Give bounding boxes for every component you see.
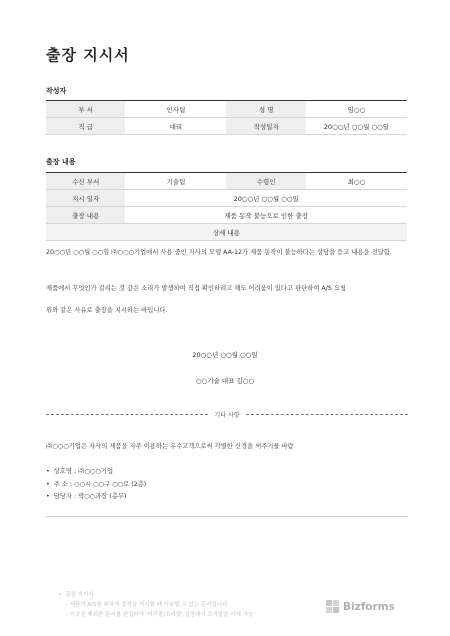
footer-line-1: - 제품의 A/S를 위하여 출장을 지시할 때 사용할 수 있는 문서입니다.	[66, 602, 230, 608]
trip-content-value: 제품 동작 불능으로 인한 출장	[125, 207, 407, 224]
list-item: • 담당자 : 박○○과장 (총무)	[46, 491, 146, 504]
table-row	[46, 118, 407, 135]
written-date-label: 작성일자	[226, 118, 305, 135]
etc-note: ㈜○○○기업은 자사의 제품을 자주 이용하는 우수고객으로써 각별한 신경을 써주기를 바람	[46, 443, 294, 450]
writer-table	[46, 100, 407, 135]
dept-label: 부 서	[46, 101, 125, 118]
bizforms-logo	[326, 600, 395, 613]
table-row	[46, 190, 407, 207]
dashed-line	[46, 414, 208, 415]
name-label: 성 명	[226, 101, 305, 118]
dept-value: 인사팀	[125, 101, 226, 118]
body-paragraph-2: 제품에서 무엇인가 걸리는 것 같은 소리가 발생하여 직접 확인하려고 해도 어려움이 있다고 판단하여 A/S 요청	[46, 285, 347, 292]
body-paragraph-1: 20○○년 ○○월 ○○일 ㈜○○○기업에서 사용 중인 자사의 모델 AA-12가 제품 동작이 불능하다는 상담을 듣고 내용을 전달함.	[46, 249, 392, 256]
recv-dept-label: 수신 부서	[46, 173, 125, 190]
list-item: • 상호명 : ㈜○○○기업	[46, 466, 146, 479]
etc-list	[46, 466, 146, 504]
receiver-label: 수령인	[226, 173, 305, 190]
receiver-value: 최○○	[306, 173, 407, 190]
list-item: • 주 소 : ○○시 ○○구 ○○로 (2층)	[46, 479, 146, 492]
dashed-line	[246, 414, 408, 415]
footer	[58, 590, 253, 620]
footer-title: • 출장 지시서	[58, 590, 253, 600]
rank-value: 대리	[125, 118, 226, 135]
name-value: 임○○	[306, 101, 407, 118]
table-row	[46, 173, 407, 190]
trip-table	[46, 172, 407, 241]
order-date-value: 20○○년 ○○월 ○○일	[125, 190, 407, 207]
footer-line-2: - 이곳을 제외한 문서를 편집하여 '머리말/꼬리말' 설정에서 꼬리말을 삭제 가능	[66, 612, 254, 618]
sign-date: 20○○년 ○○월 ○○일	[192, 351, 258, 359]
body-paragraph-3: 위와 같은 사유로 출장을 지시하는 바입니다.	[46, 307, 168, 314]
table-row	[46, 101, 407, 118]
order-date-label: 지시 일자	[46, 190, 125, 207]
trip-section-label: 출장 내용	[46, 158, 76, 166]
bizforms-logo-icon	[326, 600, 339, 613]
divider-label: 기타 사항	[214, 411, 240, 419]
signer: ○○기술 대표 김○○	[195, 377, 255, 385]
table-row	[46, 207, 407, 224]
document-title: 출장 지시서	[46, 46, 130, 64]
writer-section-label: 작성자	[46, 87, 67, 95]
etc-divider	[46, 409, 408, 419]
trip-content-label: 출장 내용	[46, 207, 125, 224]
brand-name: Bizforms	[343, 600, 395, 613]
written-date-value: 20○○년 ○○월 ○○일	[306, 118, 407, 135]
detail-header: 상세 내용	[46, 224, 407, 241]
table-row	[46, 224, 407, 241]
recv-dept-value: 기술팀	[125, 173, 226, 190]
bottom-divider	[46, 516, 408, 517]
rank-label: 직 급	[46, 118, 125, 135]
